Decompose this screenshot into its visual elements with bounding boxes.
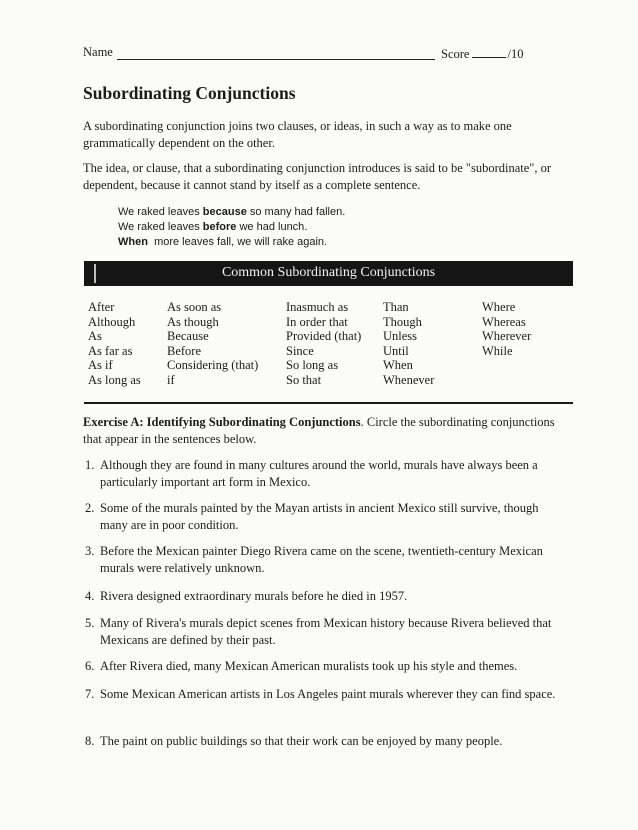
conjunction-item: As: [88, 329, 102, 343]
intro-paragraph-2: The idea, or clause, that a subordinating conjunction introduces is said to be "subordinate", or dependent, because it cannot stand by itself as a complete sentence.: [83, 161, 552, 192]
conjunction-item: Considering (that): [167, 358, 259, 372]
conjunction-item: Provided (that): [286, 329, 362, 343]
score-total: /10: [507, 47, 524, 61]
example-text: we had lunch.: [236, 221, 308, 233]
header-row: [83, 45, 533, 65]
conjunction-item: As soon as: [167, 300, 222, 314]
conjunction-item: While: [482, 343, 513, 358]
question-number: 2.: [85, 501, 95, 515]
question-text[interactable]: Some Mexican American artists in Los Angeles paint murals wherever they can find space.: [100, 687, 556, 701]
question-number: 6.: [85, 659, 95, 673]
conjunction-item: As long as: [88, 372, 141, 387]
score-field: [441, 45, 523, 62]
conjunction-item: So that: [286, 372, 322, 387]
conjunction-column-3: [286, 300, 361, 387]
conjunction-item: As if: [88, 358, 113, 372]
conjunction-item: In order that: [286, 314, 348, 329]
conjunction-item: So long as: [286, 358, 339, 372]
question-number: 8.: [85, 734, 95, 748]
name-blank[interactable]: [117, 59, 435, 60]
conjunction-item: Than: [383, 300, 409, 314]
exercise-instructions: [83, 414, 563, 448]
question-6[interactable]: [85, 658, 565, 675]
conjunction-item: Though: [383, 314, 422, 329]
question-number: 4.: [85, 589, 95, 603]
conjunction-item: When: [383, 358, 413, 372]
exercise-instructions-text: . Circle the subordinating conjunctions that appear in the sentences below.: [83, 415, 555, 446]
conjunction-item: Before: [167, 343, 202, 358]
conjunction-column-2: [167, 300, 258, 387]
page-title: Subordinating Conjunctions: [83, 83, 296, 103]
question-5[interactable]: [85, 615, 565, 649]
conjunction-item: Whenever: [383, 372, 435, 387]
example-text: so many had fallen.: [246, 206, 346, 218]
question-2[interactable]: [85, 500, 565, 534]
example-conjunction: When: [118, 236, 148, 248]
score-blank[interactable]: [472, 45, 506, 58]
conjunction-item: Whereas: [482, 314, 526, 329]
name-label: Name: [83, 45, 113, 59]
question-7[interactable]: [85, 686, 565, 703]
example-conjunction: because: [202, 206, 247, 218]
score-label: Score: [441, 47, 470, 61]
example-conjunction: before: [202, 221, 237, 233]
conjunction-column-4: [383, 300, 434, 387]
question-8[interactable]: [85, 733, 565, 750]
conjunction-column-5: [482, 300, 531, 358]
section-divider: [84, 402, 573, 404]
example-text: more leaves fall, we will rake again.: [147, 236, 328, 248]
conjunction-item: As far as: [88, 343, 133, 358]
exercise-title: Exercise A: Identifying Subordinating Conjunctions: [83, 415, 361, 429]
conjunction-item: As though: [167, 314, 219, 329]
conjunction-item: Inasmuch as: [286, 300, 349, 314]
conjunction-item: Because: [167, 329, 209, 343]
question-text[interactable]: After Rivera died, many Mexican American muralists took up his style and themes.: [100, 659, 518, 673]
question-text[interactable]: Many of Rivera's murals depict scenes from Mexican history because Rivera believed that Mexicans are defined by their past.: [100, 616, 552, 647]
question-number: 7.: [85, 687, 95, 701]
conjunction-item: After: [88, 300, 115, 314]
example-sentences: [118, 205, 345, 250]
example-sentence: [118, 220, 345, 235]
question-number: 1.: [85, 458, 95, 472]
question-number: 3.: [85, 544, 95, 558]
intro-paragraph-1: A subordinating conjunction joins two clauses, or ideas, in such a way as to make one grammatically dependent on the other.: [83, 119, 512, 150]
conjunctions-banner: [84, 261, 573, 286]
conjunction-item: Until: [383, 343, 409, 358]
conjunction-item: Where: [482, 300, 516, 314]
conjunction-item: Wherever: [482, 329, 532, 343]
example-sentence: [118, 235, 345, 250]
question-number: 5.: [85, 616, 95, 630]
question-text[interactable]: Some of the murals painted by the Mayan artists in ancient Mexico still survive, though many are in poor condition.: [100, 501, 539, 532]
question-text[interactable]: The paint on public buildings so that their work can be enjoyed by many people.: [100, 734, 503, 748]
conjunction-item: Unless: [383, 329, 418, 343]
conjunction-item: if: [167, 372, 175, 387]
conjunction-item: Although: [88, 314, 136, 329]
conjunction-column-1: [88, 300, 141, 387]
question-text[interactable]: Before the Mexican painter Diego Rivera came on the scene, twentieth-century Mexican murals were relatively unknown.: [100, 544, 543, 575]
example-sentence: [118, 205, 345, 220]
banner-title: Common Subordinating Conjunctions: [221, 265, 436, 280]
example-text: We raked leaves: [118, 221, 203, 233]
question-1[interactable]: [85, 457, 565, 491]
question-4[interactable]: [85, 588, 565, 605]
example-text: We raked leaves: [118, 206, 203, 218]
question-text[interactable]: Rivera designed extraordinary murals before he died in 1957.: [100, 589, 408, 603]
question-3[interactable]: [85, 543, 565, 577]
question-text[interactable]: Although they are found in many cultures around the world, murals have always been a particularly important art form in Mexico.: [100, 458, 538, 489]
conjunction-item: Since: [286, 343, 314, 358]
